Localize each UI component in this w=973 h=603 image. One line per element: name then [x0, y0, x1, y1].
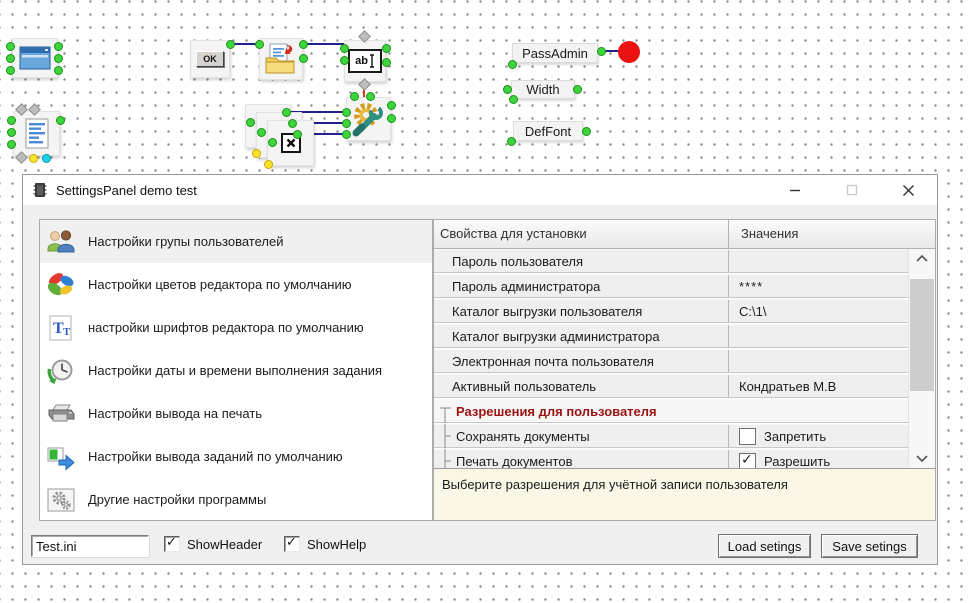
window-title: SettingsPanel demo test	[56, 182, 197, 198]
grid-header-property[interactable]: Свойства для установки	[434, 220, 729, 248]
selection-handle[interactable]	[597, 47, 606, 56]
gear-wrench-icon	[350, 100, 388, 138]
sidebar-item-label: Настройки даты и времени выполнения задания	[88, 363, 383, 378]
selection-handle[interactable]	[366, 92, 375, 101]
selection-handle[interactable]	[342, 108, 351, 117]
svg-text:T: T	[63, 325, 71, 338]
selection-handle[interactable]	[342, 119, 351, 128]
gears-icon	[46, 486, 76, 514]
row-value	[729, 428, 909, 445]
close-button[interactable]	[880, 175, 937, 205]
selection-handle[interactable]	[293, 130, 302, 139]
grid-header-value[interactable]: Значения	[741, 226, 799, 241]
selection-handle[interactable]	[255, 40, 264, 49]
window-form-icon	[19, 45, 51, 71]
selection-handle[interactable]	[382, 44, 391, 53]
selection-handle[interactable]	[56, 116, 65, 125]
showheader-checkbox[interactable]	[164, 536, 262, 552]
selection-handle[interactable]	[54, 54, 63, 63]
sidebar-item-label: Настройки вывода заданий по умолчанию	[88, 449, 343, 464]
row-name: Каталог выгрузки администратора	[434, 325, 729, 347]
category-row[interactable]	[434, 399, 909, 423]
permission-checkbox[interactable]	[739, 428, 756, 445]
app-icon	[32, 182, 48, 198]
minimize-button[interactable]	[766, 175, 823, 205]
selection-handle[interactable]	[382, 58, 391, 67]
property-row[interactable]	[434, 299, 909, 323]
app-window	[22, 174, 938, 565]
selection-handle[interactable]	[257, 128, 266, 137]
row-value: C:\1\	[739, 303, 767, 319]
tree-branch-icon	[438, 424, 452, 448]
open-document-icon	[263, 42, 299, 76]
selection-handle[interactable]	[509, 95, 518, 104]
component-tile-settings[interactable]	[346, 97, 391, 141]
component-tile-edit[interactable]	[344, 40, 386, 82]
sidebar-item-label: Настройки цветов редактора по умолчанию	[88, 277, 352, 292]
property-row[interactable]	[434, 449, 909, 468]
selection-handle[interactable]	[6, 54, 15, 63]
label-width-text: Width	[526, 82, 560, 97]
scroll-down-button[interactable]	[909, 450, 935, 468]
ini-filename-input[interactable]	[31, 535, 149, 557]
yellow-handle[interactable]	[252, 149, 261, 158]
colors-icon	[46, 271, 76, 299]
svg-text:T: T	[53, 319, 64, 337]
sidebar-item-label: Настройки групы пользователей	[88, 234, 284, 249]
label-deffont-text: DefFont	[524, 123, 572, 139]
checkbox-box[interactable]	[164, 536, 180, 552]
selection-handle[interactable]	[342, 130, 351, 139]
selection-handle[interactable]	[507, 137, 516, 146]
ok-button-icon: OK	[196, 51, 224, 67]
component-tile-window[interactable]	[12, 38, 58, 78]
minimize-icon	[789, 184, 801, 196]
selection-handle[interactable]	[282, 108, 291, 117]
selection-handle[interactable]	[582, 127, 591, 136]
selection-handle[interactable]	[7, 140, 16, 149]
sidebar-item-other-settings[interactable]	[40, 478, 432, 521]
checkbox-label: Запретить	[764, 428, 827, 444]
checkbox-label: Разрешить	[764, 453, 831, 468]
row-name: Сохранять документы	[434, 425, 729, 447]
selection-handle[interactable]	[340, 44, 349, 53]
red-node[interactable]	[618, 41, 640, 63]
selection-handle[interactable]	[54, 66, 63, 75]
checkbox-label: ShowHelp	[307, 536, 367, 552]
chevron-up-icon	[916, 254, 928, 262]
property-grid	[433, 219, 936, 521]
row-name: Электронная почта пользователя	[434, 350, 729, 372]
label-deffont[interactable]	[513, 121, 583, 141]
scroll-up-button[interactable]	[909, 249, 935, 267]
selection-handle[interactable]	[226, 40, 235, 49]
selection-handle[interactable]	[299, 40, 308, 49]
grid-header	[434, 220, 935, 249]
checkbox-box[interactable]	[284, 536, 300, 552]
sidebar-item-jobs-output[interactable]	[40, 435, 432, 478]
selection-handle[interactable]	[340, 56, 349, 65]
sidebar-item-label: Настройки вывода на печать	[88, 406, 263, 421]
label-passadmin-text: PassAdmin	[522, 45, 588, 61]
grid-scrollbar[interactable]	[908, 249, 935, 468]
selection-handle[interactable]	[350, 92, 359, 101]
selection-handle[interactable]	[6, 66, 15, 75]
label-width[interactable]	[511, 80, 575, 99]
row-value: ****	[739, 278, 764, 294]
selection-handle[interactable]	[288, 119, 297, 128]
selection-handle[interactable]	[573, 85, 582, 94]
property-row[interactable]	[434, 274, 909, 298]
caption-buttons	[766, 175, 937, 205]
row-name: Пароль пользователя	[434, 250, 729, 272]
load-settings-button[interactable]: Load setings	[718, 534, 811, 558]
settings-category-list	[39, 219, 433, 521]
selection-handle[interactable]	[503, 85, 512, 94]
save-settings-button[interactable]: Save setings	[821, 534, 918, 558]
selection-handle[interactable]	[6, 42, 15, 51]
component-tile-open-dialog[interactable]	[259, 38, 303, 80]
sidebar-item-editor-colors[interactable]	[40, 263, 432, 306]
output-arrow-icon	[46, 443, 76, 471]
showhelp-checkbox[interactable]	[284, 536, 366, 552]
property-row[interactable]	[434, 349, 909, 373]
property-row[interactable]	[434, 374, 909, 398]
yellow-handle[interactable]	[264, 160, 273, 169]
close-icon	[902, 184, 915, 197]
property-row[interactable]	[434, 424, 909, 448]
component-tile-ok-button[interactable]	[190, 40, 230, 78]
scrollbar-thumb[interactable]	[910, 279, 934, 391]
selection-handle[interactable]	[268, 138, 277, 147]
row-value	[729, 453, 909, 469]
row-name: Каталог выгрузки пользователя	[434, 300, 729, 322]
checkbox-label: ShowHeader	[187, 536, 263, 552]
sidebar-item-date-time[interactable]	[40, 349, 432, 392]
connection-line	[303, 43, 344, 45]
list-document-icon	[23, 118, 51, 150]
row-value: Кондратьев М.В	[739, 378, 837, 394]
title-bar[interactable]	[23, 175, 937, 205]
sidebar-item-label: настройки шрифтов редактора по умолчанию	[88, 320, 364, 335]
edit-abi-icon: ab	[348, 49, 382, 73]
row-name: Печать документов	[434, 450, 729, 468]
selection-handle[interactable]	[508, 60, 517, 69]
datetime-icon	[46, 357, 76, 385]
property-row[interactable]	[434, 324, 909, 348]
label-passadmin[interactable]	[512, 43, 598, 63]
grid-body	[434, 249, 935, 468]
sidebar-item-label: Другие настройки программы	[88, 492, 267, 507]
permission-checkbox[interactable]	[739, 453, 756, 469]
selection-handle[interactable]	[7, 128, 16, 137]
yellow-handle[interactable]	[29, 154, 38, 163]
component-tile-listview[interactable]	[13, 111, 60, 156]
sidebar-item-user-group-settings[interactable]	[40, 220, 432, 263]
printer-icon	[46, 400, 76, 428]
selection-handle[interactable]	[387, 101, 396, 110]
row-name: Пароль администратора	[434, 275, 729, 297]
tree-branch-icon	[438, 399, 452, 423]
fonts-icon	[46, 314, 76, 342]
row-name: Разрешения для пользователя	[434, 400, 657, 422]
hint-panel: Выберите разрешения для учётной записи пользователя	[434, 468, 935, 520]
cyan-handle[interactable]	[42, 154, 51, 163]
selection-handle[interactable]	[299, 54, 308, 63]
selection-handle[interactable]	[246, 118, 255, 127]
maximize-icon	[846, 184, 858, 196]
tree-branch-icon	[438, 449, 452, 468]
selection-handle[interactable]	[54, 42, 63, 51]
users-icon	[46, 228, 76, 256]
sidebar-item-editor-fonts[interactable]	[40, 306, 432, 349]
sidebar-item-print-settings[interactable]	[40, 392, 432, 435]
row-name: Активный пользователь	[434, 375, 729, 397]
selection-handle[interactable]	[7, 116, 16, 125]
chevron-down-icon	[916, 455, 928, 463]
selection-handle[interactable]	[387, 114, 396, 123]
property-row[interactable]	[434, 249, 909, 273]
maximize-button[interactable]	[823, 175, 880, 205]
